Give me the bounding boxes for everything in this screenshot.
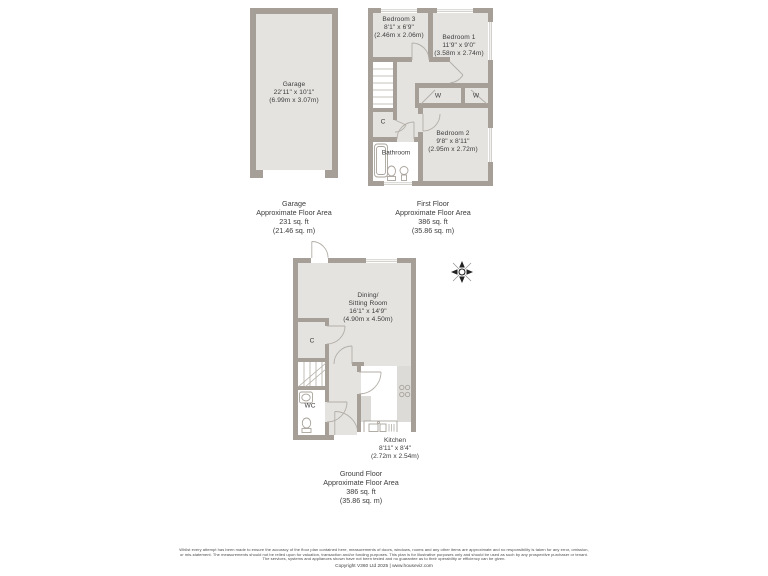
room-dims-imperial: 16'1" x 14'9"	[349, 308, 387, 316]
front-door	[312, 242, 328, 259]
bedroom1-label	[434, 34, 484, 58]
floor-area-metric: (21.46 sq. m)	[272, 226, 316, 236]
room-dims-metric: (3.58m x 2.74m)	[434, 50, 484, 58]
floor-subtitle: Approximate Floor Area	[323, 478, 399, 488]
floor-area-imperial: 386 sq. ft	[346, 487, 376, 497]
room-dims-metric: (2.46m x 2.06m)	[374, 32, 424, 40]
floor-subtitle: Approximate Floor Area	[395, 208, 471, 218]
garage-summary-label	[256, 199, 332, 236]
floor-area-metric: (35.86 sq. m)	[411, 226, 455, 236]
floor-title: First Floor	[416, 199, 450, 208]
room-name: Bedroom 2	[436, 130, 470, 137]
toilet-icon	[302, 418, 310, 428]
floor-title: Garage	[282, 199, 306, 208]
floor-title: Ground Floor	[339, 469, 383, 478]
room-dims-imperial: 8'11" x 8'4"	[378, 444, 411, 452]
kitchen-counter	[361, 396, 371, 422]
disclaimer-line: Whilst every attempt has been made to ensure the accuracy of the floor plan contained here, measurements of doors, windows, rooms and any other items are approximate and no responsibility is taken for any error, omission,	[179, 547, 589, 552]
ground-floor-stairs	[298, 362, 326, 387]
room-dims-metric: (2.72m x 2.54m)	[370, 453, 419, 461]
room-dims-imperial: 11'9" x 9'0"	[442, 42, 476, 50]
kitchen-fixtures	[361, 366, 411, 435]
toilet-icon	[388, 166, 396, 176]
room-name: Garage	[282, 81, 306, 88]
rear-door-opening	[334, 435, 358, 440]
disclaimer-line: The services, systems and appliances shown have not been tested and no guarantee as to their operability or efficiency can be given.	[262, 556, 506, 562]
bathroom-fixtures	[373, 142, 418, 181]
footer	[0, 548, 768, 569]
garage-door-opening	[263, 170, 325, 178]
bedroom2-label	[428, 130, 478, 154]
wc-label: WC	[304, 402, 316, 410]
room-dims-imperial: 8'1" x 6'9"	[384, 24, 414, 32]
disclaimer-line: or mis-statement. The measurements should not be relied upon for valuation, transaction and/or funding purposes. This plan is for illustrative purposes only and should be used as such by any prospective purchaser or tenant.	[180, 551, 588, 557]
wardrobe-label-left: W	[434, 92, 442, 100]
room-dims-metric: (4.90m x 4.50m)	[343, 316, 393, 324]
ground-floor-summary-label	[323, 469, 399, 506]
room-dims-imperial: 22'11" x 10'1"	[273, 89, 315, 97]
ground-floor-window	[366, 258, 397, 263]
window	[488, 128, 493, 162]
sink-icon	[400, 167, 408, 175]
front-door-opening	[311, 258, 328, 263]
room-name: Dining/	[357, 292, 379, 299]
floor-area-imperial: 231 sq. ft	[279, 217, 309, 227]
cupboard-label-first-floor: C	[380, 118, 386, 126]
copyright-line: Copyright V360 Ltd 2025 | www.houseviz.com	[335, 563, 433, 569]
wc-fixtures	[298, 390, 325, 435]
floor-subtitle: Approximate Floor Area	[256, 208, 332, 218]
room-name: Sitting Room	[348, 300, 388, 308]
room-name: Bedroom 1	[442, 34, 476, 41]
window	[381, 8, 417, 13]
room-dims-metric: (6.99m x 3.07m)	[269, 97, 319, 105]
first-floor-stairs	[373, 62, 393, 108]
room-name: Kitchen	[384, 436, 406, 444]
dining-room-label	[343, 292, 393, 324]
floor-area-metric: (35.86 sq. m)	[339, 496, 383, 506]
room-dims-metric: (2.95m x 2.72m)	[428, 146, 478, 154]
compass-icon	[451, 261, 473, 283]
garage-room-label	[269, 81, 319, 105]
window	[488, 22, 493, 60]
bathroom-label: Bathroom	[381, 149, 411, 157]
kitchen-label	[357, 432, 433, 466]
floor-area-imperial: 386 sq. ft	[418, 217, 448, 227]
wardrobe-label-right: W	[472, 92, 480, 100]
window	[384, 181, 412, 186]
room-name: Bedroom 3	[382, 16, 416, 23]
window	[437, 8, 473, 13]
room-dims-imperial: 9'8" x 8'11"	[436, 138, 470, 146]
first-floor-summary-label	[395, 199, 471, 236]
bedroom3-label	[374, 16, 424, 40]
cupboard-label-ground-floor: C	[309, 337, 315, 345]
